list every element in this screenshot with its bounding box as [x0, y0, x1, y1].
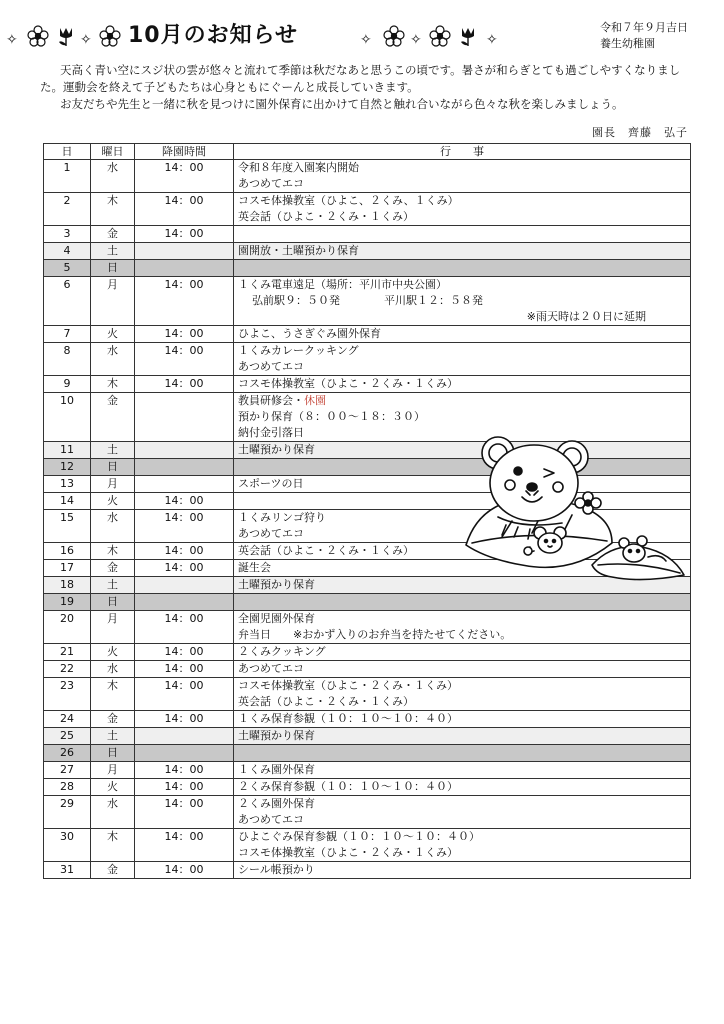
table-row [44, 661, 691, 678]
time-cell [135, 243, 234, 260]
event-line: シール帳預かり [238, 863, 315, 876]
event-line: 預かり保育（８：００～１８：３０） [238, 410, 425, 423]
day-cell: 6 [44, 277, 91, 326]
time-cell: 14：00 [135, 226, 234, 243]
table-row [44, 745, 691, 762]
event-line: 全園児園外保育 [238, 612, 315, 625]
weekday-cell: 水 [91, 661, 135, 678]
intro-text [40, 62, 690, 113]
day-cell: 29 [44, 796, 91, 829]
event-cell [234, 226, 691, 243]
event-cell [234, 745, 691, 762]
time-cell: 14：00 [135, 711, 234, 728]
time-cell: 14：00 [135, 779, 234, 796]
event-line: 令和８年度入園案内開始 [238, 161, 359, 174]
header-weekday: 曜日 [91, 144, 135, 160]
weekday-cell: 月 [91, 762, 135, 779]
event-line: コスモ体操教室（ひよこ・２くみ・１くみ） [238, 377, 458, 390]
table-row [44, 343, 691, 376]
sparkle-icon: ✧ [410, 32, 422, 48]
time-cell: 14：00 [135, 193, 234, 226]
time-cell [135, 393, 234, 442]
event-cell [234, 343, 691, 376]
day-cell: 15 [44, 510, 91, 543]
intro-paragraph-2: お友だちや先生と一緒に秋を見つけに園外保育に出かけて自然と触れ合いながら色々な秋を楽しみましょう。 [60, 97, 624, 111]
day-cell: 11 [44, 442, 91, 459]
weekday-cell: 土 [91, 728, 135, 745]
table-row [44, 644, 691, 661]
event-cell [234, 644, 691, 661]
day-cell: 27 [44, 762, 91, 779]
event-line: 弘前駅９：５０発 平川駅１２：５８発 [252, 294, 483, 307]
event-cell [234, 160, 691, 193]
intro-paragraph-1: 天高く青い空にスジ状の雲が悠々と流れて季節は秋だなあと思うこの頃です。暑さが和らぎとても過ごしやすくなりました。運動会を終えて子どもたちは心身ともにぐーんと成長していきます。 [40, 63, 681, 94]
event-line: ひよこぐみ保育参観（１０：１０～１０：４０） [238, 830, 480, 843]
time-cell: 14：00 [135, 611, 234, 644]
time-cell: 14：00 [135, 493, 234, 510]
tulip-icon [54, 24, 78, 48]
weekday-cell: 水 [91, 160, 135, 193]
time-cell [135, 459, 234, 476]
day-cell: 9 [44, 376, 91, 393]
event-line: コスモ体操教室（ひよこ・２くみ・１くみ） [238, 846, 458, 859]
time-cell: 14：00 [135, 326, 234, 343]
weekday-cell: 水 [91, 343, 135, 376]
principal-name: 園長 齊藤 弘子 [592, 126, 688, 139]
time-cell [135, 745, 234, 762]
event-line: あつめてエコ [238, 662, 304, 675]
event-cell [234, 326, 691, 343]
day-cell: 23 [44, 678, 91, 711]
event-line: 土曜預かり保育 [238, 443, 315, 456]
sparkle-icon: ✧ [6, 32, 18, 48]
weekday-cell: 火 [91, 779, 135, 796]
closed-label: 休園 [304, 394, 326, 407]
time-cell: 14：00 [135, 829, 234, 862]
weekday-cell: 水 [91, 796, 135, 829]
weekday-cell: 火 [91, 493, 135, 510]
table-row [44, 193, 691, 226]
weekday-cell: 土 [91, 243, 135, 260]
table-row [44, 728, 691, 745]
weekday-cell: 金 [91, 560, 135, 577]
weekday-cell: 火 [91, 644, 135, 661]
event-line: １くみカレークッキング [238, 344, 359, 357]
time-cell [135, 260, 234, 277]
day-cell: 8 [44, 343, 91, 376]
day-cell: 28 [44, 779, 91, 796]
flower-icon [428, 24, 452, 48]
flower-icon [382, 24, 406, 48]
time-cell: 14：00 [135, 796, 234, 829]
event-cell [234, 678, 691, 711]
weekday-cell: 月 [91, 476, 135, 493]
event-cell [234, 193, 691, 226]
event-line: １くみ園外保育 [238, 763, 315, 776]
table-row [44, 678, 691, 711]
table-row [44, 226, 691, 243]
time-cell [135, 577, 234, 594]
day-cell: 4 [44, 243, 91, 260]
weekday-cell: 金 [91, 393, 135, 442]
event-line: 土曜預かり保育 [238, 578, 315, 591]
time-cell: 14：00 [135, 661, 234, 678]
event-line: 弁当日 ※おかず入りのお弁当を持たせてください。 [238, 628, 512, 641]
day-cell: 17 [44, 560, 91, 577]
event-line: あつめてエコ [238, 177, 304, 190]
event-line: コスモ体操教室（ひよこ・２くみ・１くみ） [238, 679, 458, 692]
weekday-cell: 月 [91, 277, 135, 326]
weekday-cell: 金 [91, 862, 135, 879]
time-cell: 14：00 [135, 510, 234, 543]
flower-icon [98, 24, 122, 48]
event-line: 園開放・土曜預かり保育 [238, 244, 359, 257]
weekday-cell: 水 [91, 510, 135, 543]
event-cell [234, 862, 691, 879]
day-cell: 10 [44, 393, 91, 442]
day-cell: 19 [44, 594, 91, 611]
event-cell [234, 260, 691, 277]
weekday-cell: 日 [91, 260, 135, 277]
day-cell: 21 [44, 644, 91, 661]
header-day: 日 [44, 144, 91, 160]
event-cell [234, 829, 691, 862]
event-line: ひよこ、うさぎぐみ園外保育 [238, 327, 381, 340]
header-event: 行 事 [234, 144, 691, 160]
time-cell [135, 442, 234, 459]
time-cell: 14：00 [135, 762, 234, 779]
day-cell: 20 [44, 611, 91, 644]
event-cell [234, 243, 691, 260]
day-cell: 5 [44, 260, 91, 277]
event-line: ２くみ保育参観（１０：１０～１０：４０） [238, 780, 458, 793]
event-line: 英会話（ひよこ・２くみ・１くみ） [238, 695, 414, 708]
day-cell: 3 [44, 226, 91, 243]
weekday-cell: 木 [91, 678, 135, 711]
table-row [44, 160, 691, 193]
weekday-cell: 火 [91, 326, 135, 343]
weekday-cell: 木 [91, 543, 135, 560]
weekday-cell: 金 [91, 226, 135, 243]
event-line: あつめてエコ [238, 527, 304, 540]
day-cell: 26 [44, 745, 91, 762]
event-line: あつめてエコ [238, 360, 304, 373]
day-cell: 30 [44, 829, 91, 862]
time-cell: 14：00 [135, 160, 234, 193]
time-cell [135, 476, 234, 493]
event-line: １くみリンゴ狩り [238, 511, 326, 524]
time-cell [135, 728, 234, 745]
event-line: 英会話（ひよこ・２くみ・１くみ） [238, 544, 414, 557]
event-line: 英会話（ひよこ・２くみ・１くみ） [238, 210, 414, 223]
weekday-cell: 土 [91, 577, 135, 594]
day-cell: 24 [44, 711, 91, 728]
event-line: コスモ体操教室（ひよこ、２くみ、１くみ） [238, 194, 459, 207]
weekday-cell: 日 [91, 459, 135, 476]
day-cell: 7 [44, 326, 91, 343]
table-header-row [44, 144, 691, 160]
table-row [44, 762, 691, 779]
event-line: １くみ電車遠足（場所：平川市中央公園） [238, 278, 447, 291]
time-cell: 14：00 [135, 644, 234, 661]
table-row [44, 711, 691, 728]
table-row [44, 829, 691, 862]
time-cell: 14：00 [135, 343, 234, 376]
event-line: 納付金引落日 [238, 426, 304, 439]
day-cell: 13 [44, 476, 91, 493]
event-cell [234, 277, 691, 326]
event-line: 土曜預かり保育 [238, 729, 315, 742]
event-cell [234, 611, 691, 644]
day-cell: 14 [44, 493, 91, 510]
day-cell: 2 [44, 193, 91, 226]
event-cell [234, 594, 691, 611]
table-row [44, 326, 691, 343]
table-row [44, 260, 691, 277]
day-cell: 18 [44, 577, 91, 594]
event-line: １くみ保育参観（１０：１０～１０：４０） [238, 712, 458, 725]
table-row [44, 862, 691, 879]
table-row [44, 277, 691, 326]
table-row [44, 243, 691, 260]
school-name: 養生幼稚園 [600, 37, 655, 50]
event-line: ２くみクッキング [238, 645, 326, 658]
time-cell [135, 594, 234, 611]
weekday-cell: 土 [91, 442, 135, 459]
sparkle-icon: ✧ [80, 32, 92, 48]
weekday-cell: 木 [91, 193, 135, 226]
table-row [44, 611, 691, 644]
weekday-cell: 日 [91, 745, 135, 762]
weekday-cell: 日 [91, 594, 135, 611]
day-cell: 31 [44, 862, 91, 879]
time-cell: 14：00 [135, 376, 234, 393]
weekday-cell: 木 [91, 829, 135, 862]
event-cell [234, 728, 691, 745]
event-line: ２くみ園外保育 [238, 797, 315, 810]
day-cell: 22 [44, 661, 91, 678]
table-row [44, 376, 691, 393]
mouse-illustration [462, 425, 688, 587]
flower-icon [26, 24, 50, 48]
event-line-wrap [238, 393, 686, 409]
time-cell: 14：00 [135, 560, 234, 577]
event-line: 誕生会 [238, 561, 271, 574]
sparkle-icon: ✧ [360, 32, 372, 48]
issue-date: 令和７年９月吉日 [600, 21, 688, 34]
day-cell: 25 [44, 728, 91, 745]
header-time: 降園時間 [135, 144, 234, 160]
day-cell: 12 [44, 459, 91, 476]
table-row [44, 796, 691, 829]
sparkle-icon: ✧ [486, 32, 498, 48]
event-cell [234, 796, 691, 829]
table-row [44, 594, 691, 611]
weekday-cell: 月 [91, 611, 135, 644]
event-cell [234, 711, 691, 728]
issue-info [600, 20, 688, 52]
table-row [44, 779, 691, 796]
day-cell: 1 [44, 160, 91, 193]
time-cell: 14：00 [135, 277, 234, 326]
event-cell [234, 661, 691, 678]
weekday-cell: 金 [91, 711, 135, 728]
time-cell: 14：00 [135, 543, 234, 560]
event-cell [234, 762, 691, 779]
event-line: スポーツの日 [238, 477, 304, 490]
time-cell: 14：00 [135, 678, 234, 711]
event-cell [234, 376, 691, 393]
event-cell [234, 779, 691, 796]
tulip-icon [456, 24, 480, 48]
event-line: ※雨天時は２０日に延期 [526, 310, 646, 323]
page-title: 10月のお知らせ [128, 23, 298, 48]
time-cell: 14：00 [135, 862, 234, 879]
day-cell: 16 [44, 543, 91, 560]
weekday-cell: 木 [91, 376, 135, 393]
event-line: あつめてエコ [238, 813, 304, 826]
event-line: 教員研修会・ [238, 394, 304, 407]
